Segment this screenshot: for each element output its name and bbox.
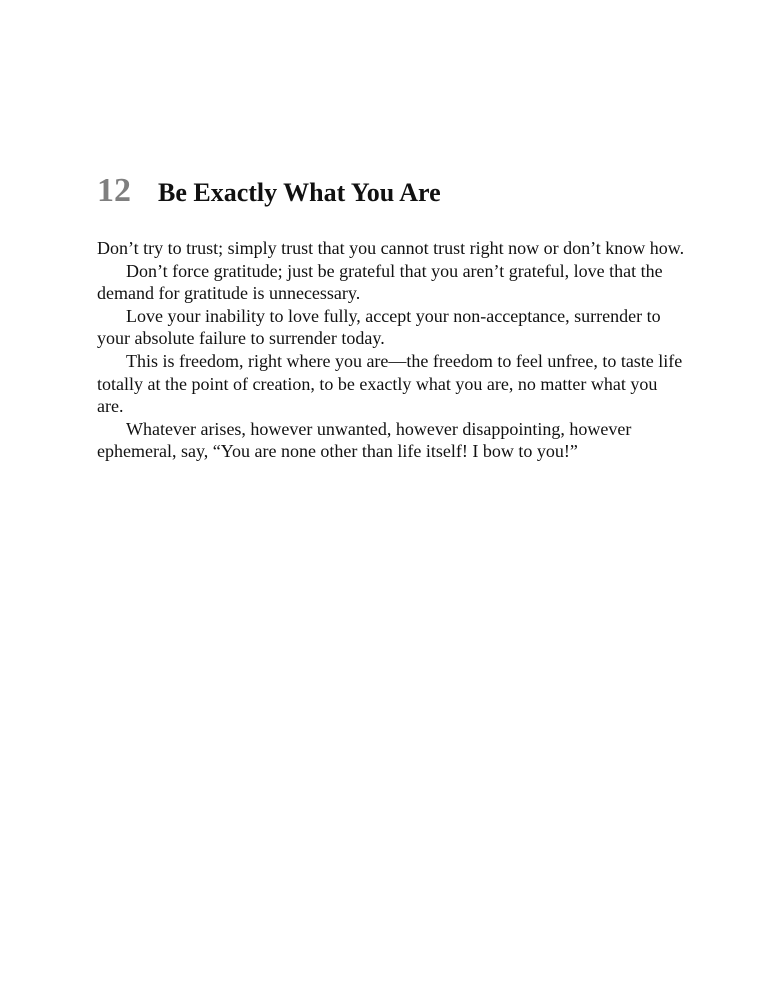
chapter-title: Be Exactly What You Are <box>158 178 441 207</box>
chapter-number: 12 <box>97 172 131 209</box>
paragraph: This is freedom, right where you are—the freedom to feel unfree, to taste life totally at the point of creation, to be exactly what you are, no matter what you are. <box>97 350 683 417</box>
paragraph: Whatever arises, however unwanted, however disappointing, however ephemeral, say, “You are none other than life itself! I bow to you!” <box>97 418 632 462</box>
chapter-heading <box>97 174 441 208</box>
paragraph: Love your inability to love fully, accept your non-acceptance, surrender to your absolute failure to surrender today. <box>97 305 661 349</box>
paragraph: Don’t try to trust; simply trust that you cannot trust right now or don’t know how. <box>97 238 685 258</box>
chapter-body <box>97 237 687 463</box>
paragraph: Don’t force gratitude; just be grateful that you aren’t grateful, love that the demand for gratitude is unnecessary. <box>97 260 663 304</box>
